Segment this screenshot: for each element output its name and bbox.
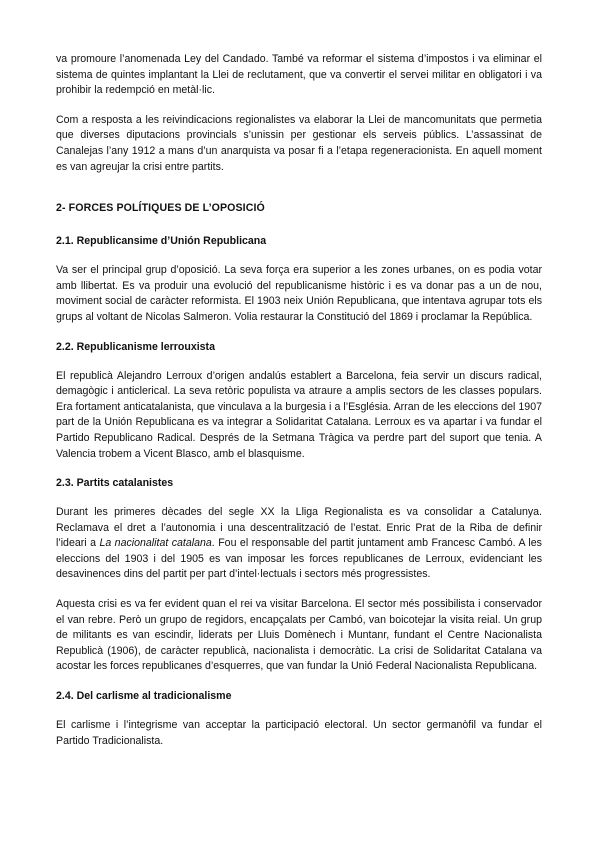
paragraph-2-3-1-part-a: Durant les primeres dècades del segle XX la Lliga Regionalista es va consolidar a Catalunya. Reclamava el dret a l’autonomia i una descentralització de l’estat. Enric Prat de la Riba de definir l’ideari a	[56, 506, 542, 550]
subsection-heading-2-2: 2.2. Republicanisme lerrouxista	[56, 340, 215, 353]
document-body	[56, 52, 542, 749]
paragraph-intro-2: Com a resposta a les reivindicacions regionalistes va elaborar la Llei de mancomunitats que permetia que diverses diputacions provincials s’unissin per gestionar els serveis públics. L’assassinat de Canalejas l’any 1912 a mans d’un anarquista va posar fi a l’etapa regeneracionista. En aquell moment es van agreujar la crisi entre partits.	[56, 113, 542, 173]
subsection-heading-2-1: 2.1. Republicansime d’Unión Republicana	[56, 235, 267, 248]
book-title: La nacionalitat catalana	[99, 537, 212, 550]
paragraph-2-1: Va ser el principal grup d’oposició. La seva força era superior a les zones urbanes, on es podia votar amb llibertat. Es va produir una evolució del republicanisme històric i es va donar pas a un de nou, moviment social de caràcter reformista. El 1903 neix Unión Republicana, que intentava agrupar tots els grups al voltant de Nicolas Salmeron. Volia restaurar la Constitució del 1869 i proclamar la República.	[56, 264, 542, 323]
paragraph-2-3-1-part-b: . Fou el responsable del partit juntament amb Francesc Cambó. A les eleccions del 1903 i del 1905 es van imposar les forces republicanes de Lerroux, evidenciant les desavinences dins del partit per part d’intel·lectuals i sectors més progressistes.	[56, 537, 542, 581]
subsection-heading-2-4: 2.4. Del carlisme al tradicionalisme	[56, 690, 232, 703]
paragraph-2-2: El republicà Alejandro Lerroux d’origen andalús establert a Barcelona, feia servir un discurs radical, demagògic i anticlerical. La seva retòric populista va atraure a amplis sectors de les classes populars. Era fortament anticatalanista, que vinculava a la burgesia i a l’Església. Arran de les eleccions del 1907 part de la Unión Republicana es va integrar a Solidaritat Catalana. Lerroux es va apartar i va fundar el Partido Republicano Radical. Després de la Setmana Tràgica va perdre part del suport que tenia. A Valencia trobem a Vicent Blasco, amb el blasquisme.	[56, 369, 542, 460]
paragraph-intro-1: va promoure l’anomenada Ley del Candado. També va reformar el sistema d’impostos i va eliminar el sistema de quintes implantant la Llei de reclutament, que va convertir el servei militar en obligatori i va prohibir la redempció en metàl·lic.	[56, 53, 542, 97]
section-heading: 2- FORCES POLÍTIQUES DE L’OPOSICIÓ	[56, 202, 265, 215]
subsection-heading-2-3: 2.3. Partits catalanistes	[56, 477, 174, 490]
paragraph-2-3-1	[56, 505, 542, 583]
paragraph-2-3-2: Aquesta crisi es va fer evident quan el rei va visitar Barcelona. El sector més possibilista i conservador el van rebre. Però un grupo de regidors, encapçalats per Cambó, van boicotejar la visita reial. Un grup de militants es van escindir, liderats per Lluis Domènech i Muntanr, fundant el Centre Nacionalista Republicà (1906), de caràcter republicà, nacionalista i democràtic. La crisi de Solidaritat Catalana va acostar les forces republicanes d’esquerres, que van fundar la Unió Federal Nacionalista Republicana.	[56, 598, 542, 673]
paragraph-2-4: El carlisme i l’integrisme van acceptar la participació electoral. Un sector germanòfil va fundar el Partido Tradicionalista.	[56, 719, 542, 747]
